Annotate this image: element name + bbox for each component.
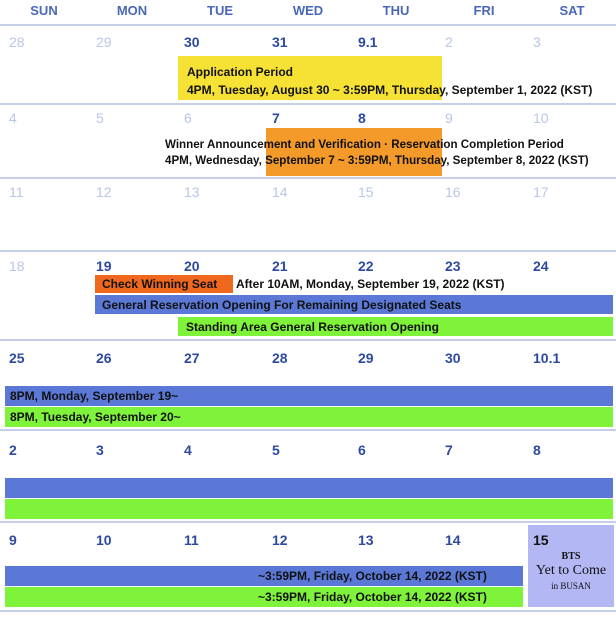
concert-artist: BTS [561, 551, 581, 562]
blue-end-label: ~3:59PM, Friday, October 14, 2022 (KST) [258, 569, 487, 583]
check-winning-seat-time: After 10AM, Monday, September 19, 2022 (KST) [236, 277, 505, 291]
row-divider [0, 521, 616, 523]
day-cell: 15 [358, 184, 374, 200]
day-cell: 5 [96, 110, 104, 126]
weekday-fri: FRI [473, 3, 495, 18]
day-cell: 17 [533, 184, 549, 200]
weekday-thu: THU [382, 3, 410, 18]
day-cell: 6 [184, 110, 192, 126]
day-cell: 9.1 [358, 34, 378, 50]
row-divider [0, 24, 616, 26]
day-cell: 10 [533, 110, 549, 126]
standing-reservation-label: Standing Area General Reservation Opening [186, 320, 439, 334]
general-reservation-label: General Reservation Opening For Remaining Designated Seats [102, 298, 462, 312]
day-cell: 25 [9, 350, 25, 366]
blue-start-label: 8PM, Monday, September 19~ [10, 389, 179, 403]
application-title: Application Period [187, 65, 294, 79]
row-divider [0, 339, 616, 341]
concert-title: Yet to Come [535, 563, 607, 578]
day-cell: 6 [358, 442, 366, 458]
day-cell: 4 [184, 442, 192, 458]
day-cell: 29 [96, 34, 112, 50]
day-cell: 10.1 [533, 350, 561, 366]
day-cell: 5 [272, 442, 280, 458]
day-cell: 21 [272, 258, 288, 274]
weekday-tue: TUE [207, 3, 233, 18]
day-cell: 14 [445, 532, 461, 548]
day-cell: 26 [96, 350, 112, 366]
day-cell: 4 [9, 110, 17, 126]
row-divider [0, 250, 616, 252]
day-cell: 20 [184, 258, 200, 274]
day-cell: 13 [184, 184, 200, 200]
day-cell: 31 [272, 34, 288, 50]
row-divider [0, 177, 616, 179]
day-cell: 8 [358, 110, 366, 126]
day-cell: 7 [272, 110, 280, 126]
day-cell: 18 [9, 258, 25, 274]
day-cell: 24 [533, 258, 549, 274]
winner-title: Winner Announcement and Verification · Reservation Completion Period [165, 138, 564, 151]
day-cell: 11 [9, 184, 24, 200]
general-reservation-bar [5, 478, 613, 498]
weekday-sat: SAT [559, 3, 585, 18]
weekday-wed: WED [292, 3, 324, 18]
day-cell: 19 [96, 258, 112, 274]
day-cell: 11 [184, 532, 199, 548]
day-cell: 28 [9, 34, 25, 50]
day-cell: 12 [272, 532, 288, 548]
day-cell: 30 [445, 350, 461, 366]
day-cell: 3 [533, 34, 541, 50]
weekday-sun: SUN [30, 3, 58, 18]
row-divider [0, 610, 616, 612]
concert-day-number: 15 [533, 532, 549, 548]
winner-time: 4PM, Wednesday, September 7 ~ 3:59PM, Thursday, September 8, 2022 (KST) [165, 154, 589, 167]
check-winning-seat-label: Check Winning Seat [102, 277, 218, 291]
day-cell: 30 [184, 34, 200, 50]
day-cell: 2 [9, 442, 17, 458]
day-cell: 28 [272, 350, 288, 366]
day-cell: 12 [96, 184, 112, 200]
day-cell: 9 [9, 532, 17, 548]
day-cell: 2 [445, 34, 453, 50]
day-cell: 16 [445, 184, 461, 200]
day-cell: 13 [358, 532, 374, 548]
day-cell: 22 [358, 258, 374, 274]
row-divider [0, 429, 616, 431]
day-cell: 8 [533, 442, 541, 458]
day-cell: 14 [272, 184, 288, 200]
day-cell: 27 [184, 350, 200, 366]
day-cell: 3 [96, 442, 104, 458]
day-cell: 29 [358, 350, 374, 366]
row-divider [0, 103, 616, 105]
day-cell: 7 [445, 442, 453, 458]
green-start-label: 8PM, Tuesday, September 20~ [10, 410, 181, 424]
standing-reservation-bar [5, 499, 613, 519]
green-end-label: ~3:59PM, Friday, October 14, 2022 (KST) [258, 590, 487, 604]
day-cell: 23 [445, 258, 461, 274]
day-cell: 9 [445, 110, 453, 126]
weekday-mon: MON [116, 3, 148, 18]
day-cell: 10 [96, 532, 112, 548]
application-time: 4PM, Tuesday, August 30 ~ 3:59PM, Thursday, September 1, 2022 (KST) [187, 83, 593, 97]
concert-location: in BUSAN [551, 581, 591, 591]
winner-period-bar [266, 128, 442, 176]
